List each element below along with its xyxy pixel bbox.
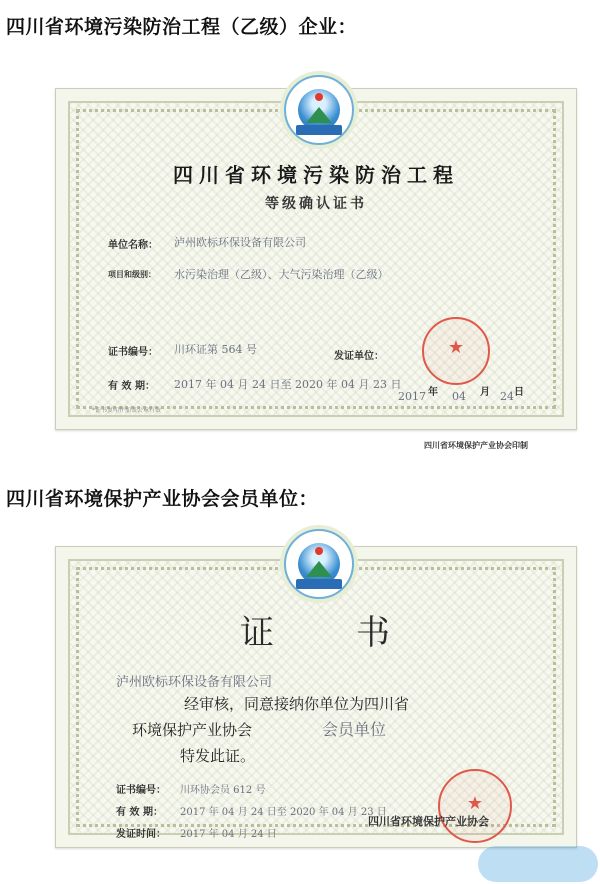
association-emblem-icon — [284, 75, 354, 145]
issue-year-unit: 年 — [428, 387, 438, 398]
project-level-value: 水污染治理（乙级）、大气污染治理（乙级） — [174, 268, 389, 281]
certificate-title-char-2: 书 — [356, 613, 390, 653]
membership-certificate — [55, 546, 577, 848]
unit-name-value: 泸州欧标环保设备有限公司 — [174, 236, 306, 249]
footnote: *证书复印件加盖公章有效 — [92, 407, 162, 414]
certificate-subtitle: 等级确认证书 — [265, 196, 367, 212]
body-line-2-a: 环境保护产业协会 — [132, 721, 253, 739]
watermark-logo — [478, 846, 598, 882]
member-issue-value: 2017 年 04 月 24 日 — [180, 829, 277, 840]
body-line-2-b: 会员单位 — [322, 720, 387, 739]
section-title-pollution-cert: 四川省环境污染防治工程（乙级）企业： — [6, 16, 358, 38]
member-cert-number-label: 证书编号： — [116, 785, 166, 796]
issue-year: 2017 — [398, 390, 426, 403]
issue-month: 04 — [452, 390, 466, 403]
validity-value: 2017 年 04 月 24 日至 2020 年 04 月 23 日 — [174, 378, 402, 391]
cert-number-label: 证书编号： — [108, 347, 158, 358]
section-title-member-cert: 四川省环境保护产业协会会员单位： — [6, 488, 319, 510]
association-emblem-icon — [284, 529, 354, 599]
member-issue-label: 发证时间： — [116, 829, 166, 840]
member-validity-label: 有 效 期： — [116, 807, 163, 818]
pollution-control-certificate — [55, 88, 577, 430]
issuer-label: 发证单位： — [334, 351, 384, 362]
official-seal-icon: ★ — [422, 317, 490, 385]
validity-label: 有 效 期： — [108, 381, 155, 392]
certificate-title-char-1: 证 — [240, 613, 274, 653]
official-seal-icon: ★ — [438, 769, 512, 843]
printer-note: 四川省环境保护产业协会印制 — [424, 441, 528, 450]
member-issuer: 四川省环境保护产业协会 — [368, 815, 489, 828]
project-level-label: 项目和级别： — [108, 269, 156, 279]
certificate-title: 四川省环境污染防治工程 — [173, 163, 459, 187]
unit-name-label: 单位名称： — [108, 240, 158, 251]
member-cert-number-value: 川环协会员 612 号 — [180, 785, 266, 796]
member-company: 泸州欧标环保设备有限公司 — [116, 675, 273, 690]
issue-day: 24 — [500, 390, 514, 403]
issue-month-unit: 月 — [480, 387, 490, 398]
issue-day-unit: 日 — [514, 387, 524, 398]
certificate-frame — [68, 101, 564, 417]
body-line-3: 特发此证。 — [180, 747, 256, 765]
cert-number-value: 川环证第 564 号 — [174, 343, 257, 356]
member-validity-value: 2017 年 04 月 24 日至 2020 年 04 月 23 日 — [180, 807, 387, 818]
body-line-1: 经审核，同意接纳你单位为四川省 — [184, 695, 410, 713]
